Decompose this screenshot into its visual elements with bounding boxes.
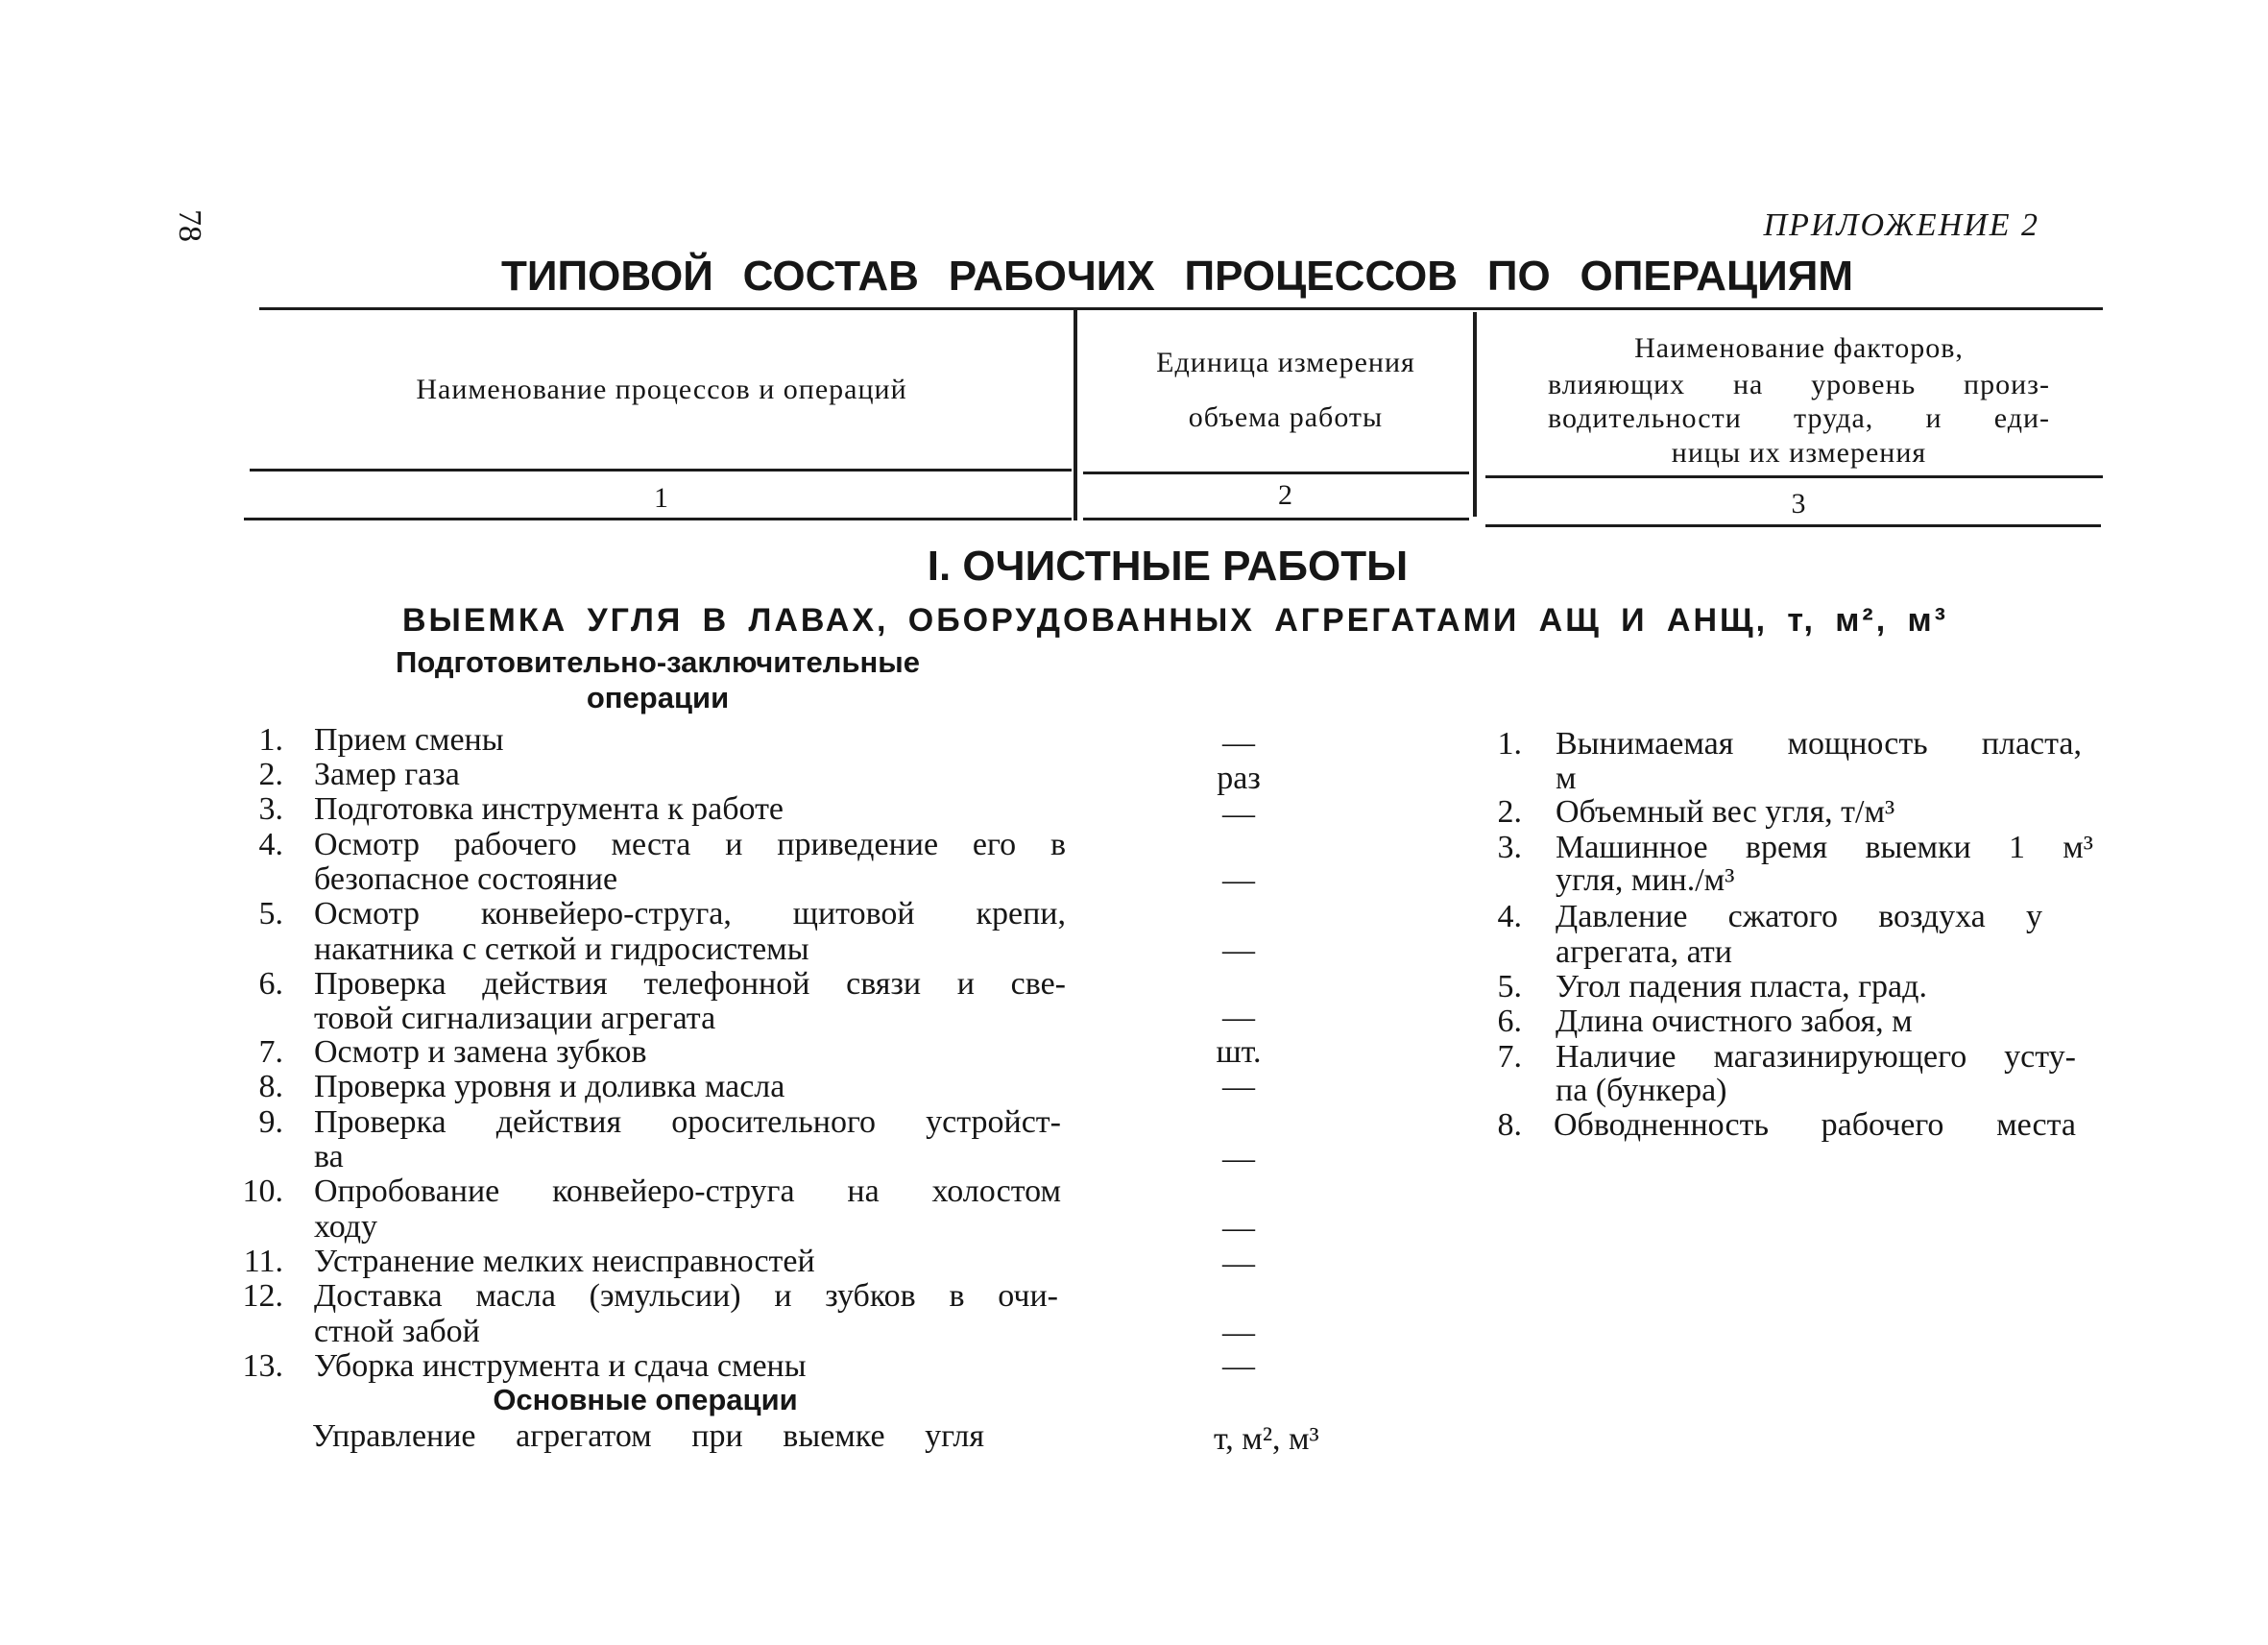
factor-text: м (1556, 761, 1577, 796)
operation-number: 11. (243, 1244, 283, 1279)
operation-unit: — (1222, 1069, 1255, 1104)
factor-number: 8. (1497, 1107, 1522, 1143)
header-col1-text: Наименование процессов и операций (416, 374, 907, 405)
operation-number: 9. (258, 1104, 283, 1140)
header-bottom-rule-3 (1485, 475, 2103, 478)
factor-text: Длина очистного забоя, м (1556, 1004, 1913, 1039)
operation-number: 1. (258, 722, 283, 758)
operation-text: товой сигнализации агрегата (314, 1001, 716, 1036)
operation-unit: раз (1217, 761, 1261, 796)
operation-text: накатника с сеткой и гидросистемы (314, 931, 809, 967)
operation-unit: — (1222, 862, 1255, 898)
appendix-label: ПРИЛОЖЕНИЕ 2 (1763, 207, 2039, 243)
operation-text: Доставка масла (эмульсии) и зубков в очи- (314, 1278, 1058, 1314)
operation-text: Осмотр рабочего места и приведение его в (314, 827, 1066, 862)
operation-text: Осмотр конвейеро-струга, щитовой крепи, (314, 896, 1066, 931)
header-col3-line: водительности труда, и еди- (1548, 402, 2050, 434)
header-col3-line: Наименование факторов, (1634, 332, 1964, 364)
section-subtitle: ВЫЕМКА УГЛЯ В ЛАВАХ, ОБОРУДОВАННЫХ АГРЕГАТАМИ АЩ И АНЩ, т, м², м³ (402, 602, 1948, 639)
group-title-preparatory: операции (586, 681, 730, 714)
operation-unit: — (1222, 932, 1255, 968)
factor-text: Угол падения пласта, град. (1556, 969, 1927, 1004)
factor-number: 1. (1497, 726, 1522, 762)
operation-text: Осмотр и замена зубков (314, 1034, 647, 1070)
column-divider-1 (1074, 309, 1077, 520)
column-number-2: 2 (1278, 479, 1293, 511)
group-title-main: Основные операции (493, 1383, 798, 1416)
main-operation-text: Управление агрегатом при выемке угля (312, 1418, 984, 1454)
operation-unit: — (1222, 1210, 1255, 1246)
operation-text: Замер газа (314, 757, 460, 792)
operation-text: ва (314, 1139, 344, 1174)
operation-text: Подготовка инструмента к работе (314, 791, 784, 827)
factor-text: Машинное время выемки 1 м³ (1556, 830, 2093, 865)
factor-text: па (бункера) (1556, 1073, 1727, 1108)
factor-number: 3. (1497, 830, 1522, 865)
factor-number: 4. (1497, 899, 1522, 934)
operation-text: безопасное состояние (314, 861, 618, 897)
operation-text: Проверка уровня и доливка масла (314, 1069, 785, 1104)
operation-number: 4. (258, 827, 283, 862)
operation-number: 3. (258, 791, 283, 827)
operation-number: 12. (242, 1278, 283, 1314)
group-title-preparatory: Подготовительно-заключительные (396, 645, 920, 679)
operation-text: Опробование конвейеро-струга на холостом (314, 1173, 1061, 1209)
number-row-rule-3 (1485, 524, 2101, 527)
operation-number: 5. (258, 896, 283, 931)
header-col3-line: влияющих на уровень произ- (1548, 369, 2050, 400)
operation-unit: — (1222, 1315, 1255, 1350)
operation-unit: — (1222, 1246, 1255, 1281)
factor-text: Объемный вес угля, т/м³ (1556, 794, 1895, 830)
main-operation-unit: т, м², м³ (1214, 1421, 1319, 1457)
section-title: I. ОЧИСТНЫЕ РАБОТЫ (927, 543, 1409, 590)
factor-text: Обводненность рабочего места (1554, 1107, 2076, 1143)
header-col3-line: ницы их измерения (1671, 437, 1927, 469)
operation-text: Проверка действия телефонной связи и све- (314, 966, 1066, 1002)
number-row-rule-2 (1083, 518, 1469, 520)
operation-unit: — (1222, 796, 1255, 832)
table-top-rule (259, 307, 2103, 310)
page-title: ТИПОВОЙ СОСТАВ РАБОЧИХ ПРОЦЕССОВ ПО ОПЕРАЦИЯМ (501, 253, 1853, 300)
factor-text: угля, мин./м³ (1556, 862, 1735, 898)
operation-number: 8. (258, 1069, 283, 1104)
operation-text: стной забой (314, 1314, 480, 1349)
operation-number: 13. (242, 1348, 283, 1384)
header-bottom-rule-1 (250, 469, 1072, 472)
column-number-3: 3 (1791, 488, 1807, 520)
header-col2-line: объема работы (1188, 401, 1384, 433)
column-number-1: 1 (654, 482, 669, 514)
operation-number: 10. (242, 1173, 283, 1209)
operation-unit: — (1222, 725, 1255, 761)
operation-unit: — (1222, 1000, 1255, 1035)
operation-number: 2. (258, 757, 283, 792)
operation-number: 7. (258, 1034, 283, 1070)
operation-number: 6. (258, 966, 283, 1002)
operation-text: ходу (314, 1209, 378, 1245)
operation-text: Устранение мелких неисправностей (314, 1244, 815, 1279)
factor-number: 6. (1497, 1004, 1522, 1039)
page-number: 78 (172, 209, 207, 242)
factor-text: Вынимаемая мощность пласта, (1556, 726, 2082, 762)
header-bottom-rule-2 (1083, 472, 1469, 474)
factor-number: 5. (1497, 969, 1522, 1004)
operation-text: Проверка действия оросительного устройст- (314, 1104, 1061, 1140)
factor-text: агрегата, ати (1556, 934, 1732, 970)
factor-number: 2. (1497, 794, 1522, 830)
operation-unit: — (1222, 1141, 1255, 1176)
number-row-rule-1 (244, 518, 1072, 520)
factor-number: 7. (1497, 1039, 1522, 1075)
operation-text: Уборка инструмента и сдача смены (314, 1348, 807, 1384)
operation-unit: — (1222, 1348, 1255, 1384)
operation-text: Прием смены (314, 722, 504, 758)
operation-unit: шт. (1216, 1034, 1262, 1070)
factor-text: Давление сжатого воздуха у (1556, 899, 2042, 934)
factor-text: Наличие магазинирующего усту- (1556, 1039, 2076, 1075)
header-col2-line: Единица измерения (1156, 347, 1415, 378)
